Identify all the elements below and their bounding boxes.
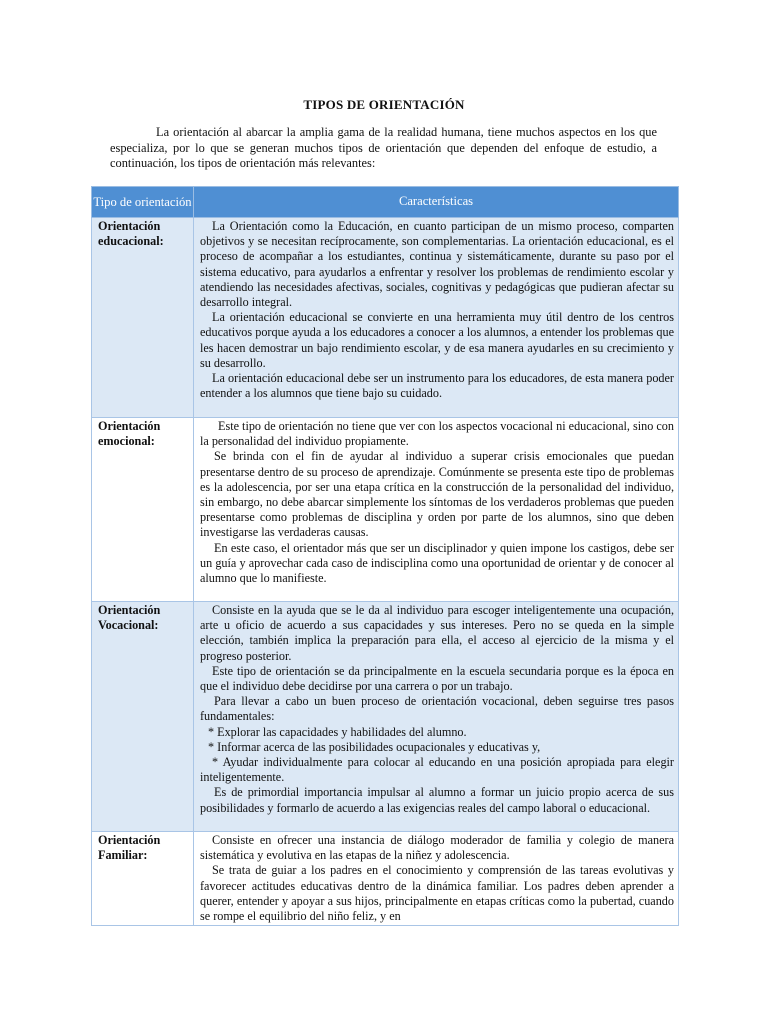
row-type-label: Orientación Familiar:: [92, 832, 194, 926]
row-description: [194, 418, 679, 602]
intro-text: La orientación al abarcar la amplia gama de la realidad humana, tiene muchos aspectos en los que especializa, por lo que se generan muchos tipos de orientación que dependen del enfoque de estudio, a continuación, los tipos de orientación más relevantes:: [110, 125, 657, 171]
row-description: [194, 832, 679, 926]
paragraph: Este tipo de orientación no tiene que ver con los aspectos vocacional ni educacional, sino con la personalidad del individuo propiamente.: [200, 419, 674, 449]
table-row: [92, 602, 679, 832]
row-description: [194, 602, 679, 832]
list-item: * Informar acerca de las posibilidades ocupacionales y educativas y,: [208, 739, 541, 754]
header-characteristics: Características: [194, 187, 679, 218]
paragraph: La orientación educacional se convierte en una herramienta muy útil dentro de los centros educativos porque ayuda a los educadores a conocer a los alumnos, a entender los problemas que les hacen demostrar un bajo rendimiento escolar, y de esa manera ayudarles en su crecimiento y su desarrollo.: [200, 310, 674, 370]
intro-paragraph: [110, 125, 657, 172]
list-item: * Ayudar individualmente para colocar al educando en una posición apropiada para elegir inteligentemente.: [200, 755, 674, 785]
document-title: TIPOS DE ORIENTACIÓN: [303, 97, 465, 112]
paragraph: Se trata de guiar a los padres en el conocimiento y comprensión de las tareas evolutivas y favorecer actitudes educativas dentro de la dinámica familiar. Los padres deben aprender a querer, entender y apoyar a sus hijos, principalmente en etapas críticas como la pubertad, cuando se rompe el equilibrio del niño feliz, y en: [200, 863, 674, 924]
table-row: [92, 832, 679, 926]
table-header-row: [92, 187, 679, 218]
orientation-types-table: [91, 186, 679, 926]
paragraph: Es de primordial importancia impulsar al alumno a formar un juicio propio acerca de sus posibilidades y formarlo de acuerdo a las exigencias reales del campo laboral o educacional.: [200, 785, 674, 815]
header-type: Tipo de orientación: [92, 187, 194, 218]
paragraph: Consiste en la ayuda que se le da al individuo para escoger inteligentemente una ocupación, arte u oficio de acuerdo a sus capacidades y sus intereses. Pero no se queda en la simple elección, también implica la preparación para ella, el acceso al ejercicio de la misma y el progreso posterior.: [200, 603, 674, 663]
paragraph: Para llevar a cabo un buen proceso de orientación vocacional, deben seguirse tres pasos fundamentales:: [200, 694, 674, 724]
row-type-label: Orientación emocional:: [92, 418, 194, 602]
row-description: [194, 218, 679, 418]
list-item: * Explorar las capacidades y habilidades del alumno.: [208, 724, 467, 739]
paragraph: La Orientación como la Educación, en cuanto participan de un mismo proceso, comparten objetivos y se necesitan recíprocamente, son complementarias. La orientación educacional, es el proceso de acompañar a los estudiantes, continua y sistemáticamente, durante su paso por el sistema educativo, para ayudarlos a enfrentar y resolver los problemas de rendimiento escolar y atendiendo las necesidades afectivas, sociales, cognitivas y pedagógicas que pudieran afectar su desarrollo integral.: [200, 219, 674, 310]
table-row: [92, 418, 679, 602]
row-type-label: Orientación Vocacional:: [92, 602, 194, 832]
paragraph: Este tipo de orientación se da principalmente en la escuela secundaria porque es la época en que el individuo debe decidirse por una carrera o por un trabajo.: [200, 663, 674, 694]
paragraph: En este caso, el orientador más que ser un disciplinador y quien impone los castigos, debe ser un guía y aprovechar cada caso de indisciplina como una oportunidad de orientar y de conocer al alumno que lo manifieste.: [200, 540, 674, 586]
row-type-label: Orientación educacional:: [92, 218, 194, 418]
clipped-content: [200, 833, 674, 924]
paragraph: Consiste en ofrecer una instancia de diálogo moderador de familia y colegio de manera sistemática y evolutiva en las etapas de la niñez y adolescencia.: [200, 833, 674, 863]
paragraph: La orientación educacional debe ser un instrumento para los educadores, de esta manera poder entender a los alumnos que tiene bajo su cuidado.: [200, 371, 674, 401]
table-row: [92, 218, 679, 418]
paragraph: Se brinda con el fin de ayudar al individuo a superar crisis emocionales que puedan presentarse dentro de su proceso de aprendizaje. Comúnmente se presenta este tipo de problemas es la adolescencia, por ser una etapa crítica en la construcción de la personalidad del individuo, sin embargo, no debe abarcar simplemente los síntomas de los verdaderos problemas que pueden presentarse como problemas de disciplina y orden por parte de los alumnos, sino que deben investigarse las verdaderas causas.: [200, 449, 674, 540]
